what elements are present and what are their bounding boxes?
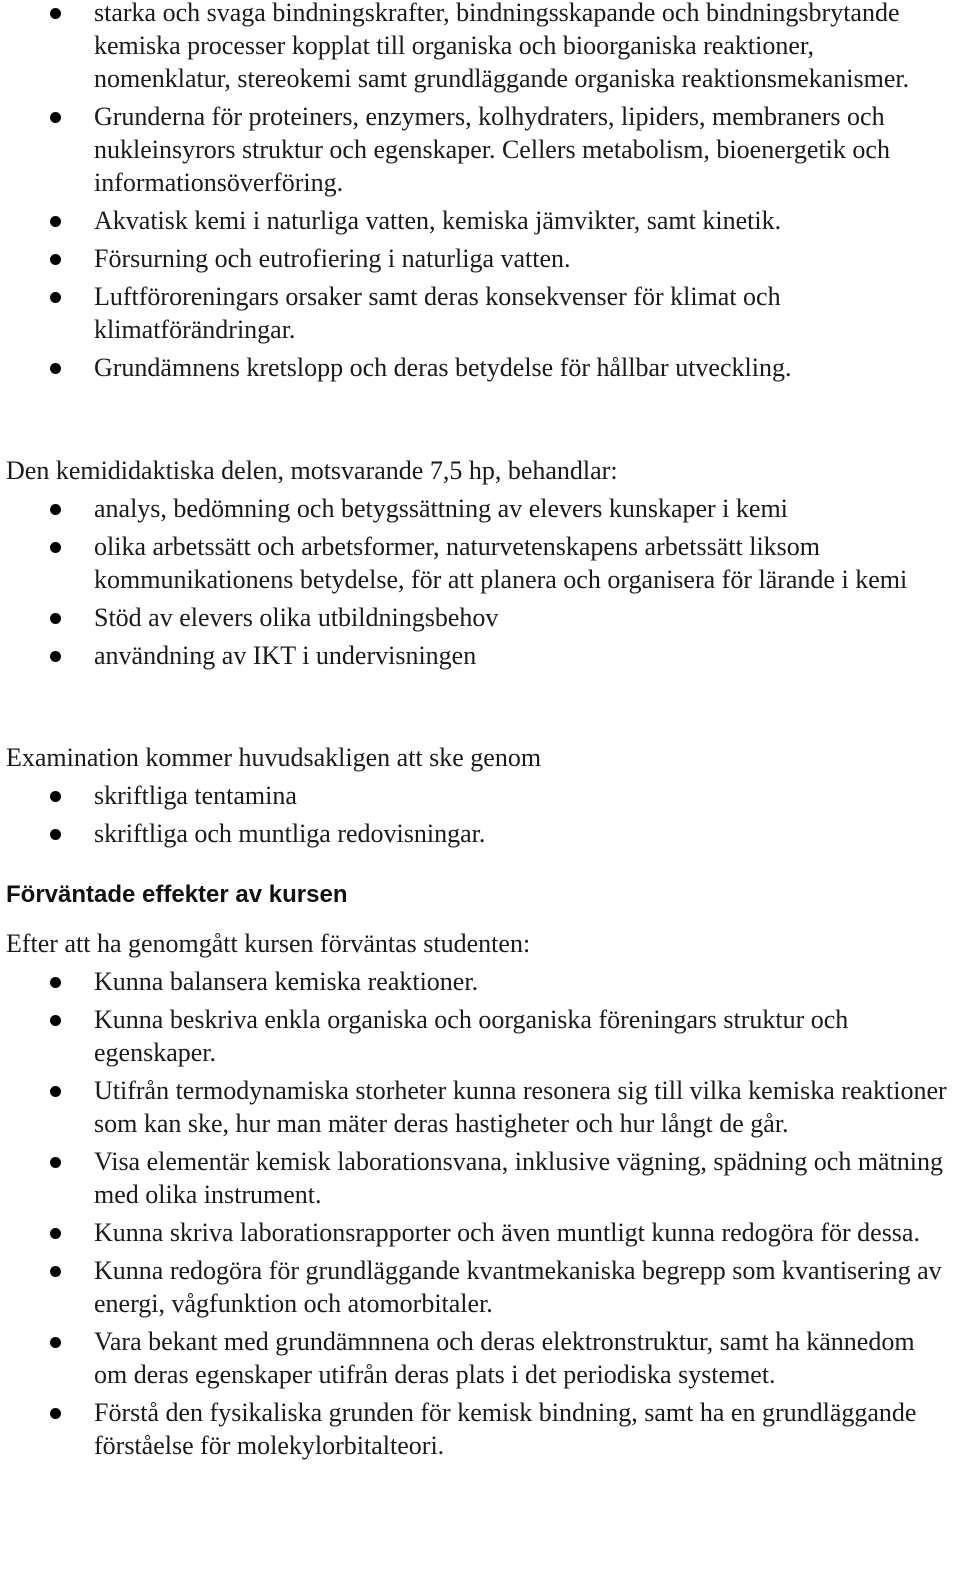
list-item: olika arbetssätt och arbetsformer, naturvetenskapens arbetssätt liksom kommunikationens betydelse, för att planera och organisera för lärande i kemi [0,530,960,596]
effects-intro: Efter att ha genomgått kursen förväntas studenten: [6,929,531,958]
list-item: Grundämnens kretslopp och deras betydelse för hållbar utveckling. [0,351,960,384]
list-item: Stöd av elevers olika utbildningsbehov [0,601,960,634]
list-item: Akvatisk kemi i naturliga vatten, kemiska jämvikter, samt kinetik. [0,204,960,237]
topics-list [0,0,960,389]
exam-list [0,779,960,855]
list-item: Visa elementär kemisk laborationsvana, inklusive vägning, spädning och mätning med olika instrument. [0,1145,960,1211]
list-item: skriftliga tentamina [0,779,960,812]
list-item: Kunna beskriva enkla organiska och oorganiska föreningars struktur och egenskaper. [0,1003,960,1069]
list-item: Vara bekant med grundämnnena och deras elektronstruktur, samt ha kännedom om deras egenskaper utifrån deras plats i det periodiska systemet. [0,1325,960,1391]
list-item: starka och svaga bindningskrafter, bindningsskapande och bindningsbrytande kemiska processer kopplat till organiska och bioorganiska reaktioner, nomenklatur, stereokemi samt grundläggande organiska reaktionsmekanismer. [0,0,960,95]
list-item: Grunderna för proteiners, enzymers, kolhydraters, lipiders, membraners och nukleinsyrors struktur och egenskaper. Cellers metabolism, bioenergetik och informationsöverföring. [0,100,960,199]
didactics-intro: Den kemididaktiska delen, motsvarande 7,5 hp, behandlar: [6,456,618,485]
exam-intro: Examination kommer huvudsakligen att ske genom [6,743,542,772]
section-heading: Förväntade effekter av kursen [6,881,348,908]
list-item: Utifrån termodynamiska storheter kunna resonera sig till vilka kemiska reaktioner som kan ske, hur man mäter deras hastigheter och hur långt de går. [0,1074,960,1140]
didactics-list [0,492,960,677]
list-item: analys, bedömning och betygssättning av elevers kunskaper i kemi [0,492,960,525]
list-item: Kunna balansera kemiska reaktioner. [0,965,960,998]
list-item: skriftliga och muntliga redovisningar. [0,817,960,850]
list-item: Försurning och eutrofiering i naturliga vatten. [0,242,960,275]
list-item: Förstå den fysikaliska grunden för kemisk bindning, samt ha en grundläggande förståelse för molekylorbitalteori. [0,1396,960,1462]
list-item: användning av IKT i undervisningen [0,639,960,672]
effects-list [0,965,960,1467]
list-item: Luftföroreningars orsaker samt deras konsekvenser för klimat och klimatförändringar. [0,280,960,346]
list-item: Kunna redogöra för grundläggande kvantmekaniska begrepp som kvantisering av energi, vågfunktion och atomorbitaler. [0,1254,960,1320]
list-item: Kunna skriva laborationsrapporter och även muntligt kunna redogöra för dessa. [0,1216,960,1249]
